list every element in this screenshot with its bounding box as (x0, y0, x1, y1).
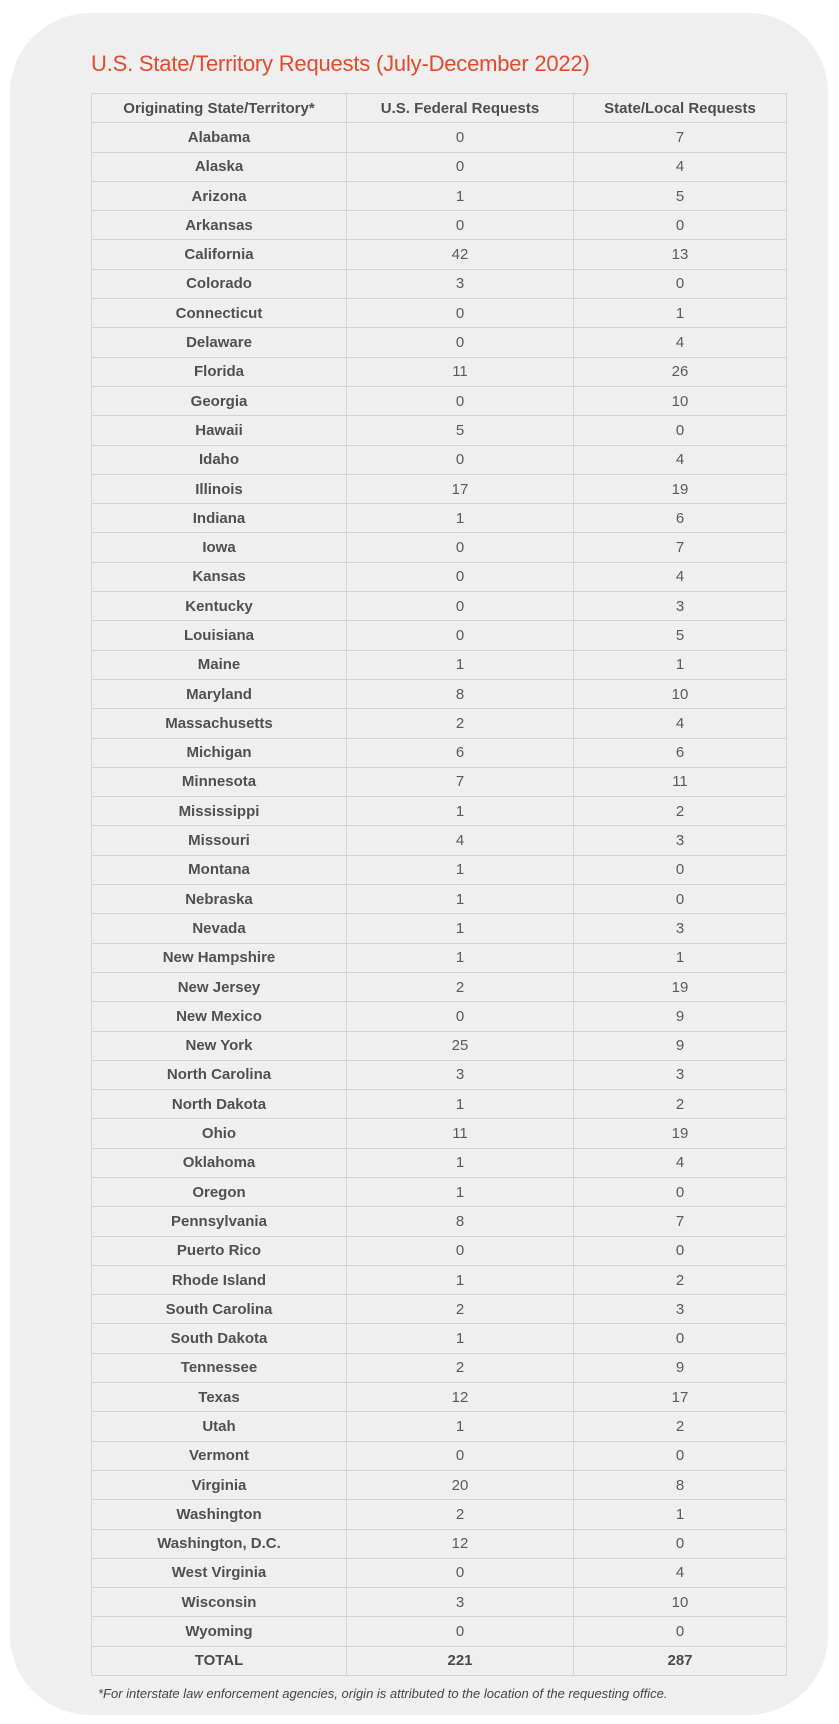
local-requests-cell: 2 (574, 797, 787, 826)
table-row (92, 738, 787, 767)
state-cell: Georgia (92, 386, 347, 415)
local-requests-cell: 9 (574, 1002, 787, 1031)
table-row (92, 1060, 787, 1089)
local-requests-cell: 0 (574, 1617, 787, 1646)
federal-requests-cell: 2 (347, 1500, 574, 1529)
federal-requests-cell: 1 (347, 650, 574, 679)
federal-requests-cell: 12 (347, 1383, 574, 1412)
federal-requests-cell: 20 (347, 1470, 574, 1499)
federal-requests-cell: 1 (347, 943, 574, 972)
page-title: U.S. State/Territory Requests (July-December 2022) (91, 51, 590, 76)
federal-requests-cell: 0 (347, 1558, 574, 1587)
federal-requests-cell: 0 (347, 123, 574, 152)
federal-requests-cell: 1 (347, 1148, 574, 1177)
state-cell: Minnesota (92, 767, 347, 796)
table-row (92, 1002, 787, 1031)
local-requests-cell: 3 (574, 826, 787, 855)
state-cell: Maine (92, 650, 347, 679)
local-requests-cell: 0 (574, 416, 787, 445)
federal-requests-cell: 42 (347, 240, 574, 269)
federal-requests-cell: 0 (347, 621, 574, 650)
table-row (92, 797, 787, 826)
local-requests-cell: 0 (574, 269, 787, 298)
local-requests-cell: 10 (574, 1588, 787, 1617)
state-cell: South Dakota (92, 1324, 347, 1353)
federal-requests-cell: 4 (347, 826, 574, 855)
table-row (92, 211, 787, 240)
local-requests-cell: 4 (574, 562, 787, 591)
table-row (92, 943, 787, 972)
table-row (92, 533, 787, 562)
table-row (92, 181, 787, 210)
federal-requests-cell: 8 (347, 679, 574, 708)
state-cell: Idaho (92, 445, 347, 474)
table-row (92, 679, 787, 708)
table-row (92, 1090, 787, 1119)
table-row (92, 1207, 787, 1236)
table-body (92, 123, 787, 1646)
federal-requests-cell: 3 (347, 1060, 574, 1089)
local-requests-cell: 0 (574, 1324, 787, 1353)
federal-requests-cell: 6 (347, 738, 574, 767)
local-requests-cell: 6 (574, 504, 787, 533)
table-row (92, 1236, 787, 1265)
federal-requests-cell: 0 (347, 1002, 574, 1031)
total-federal: 221 (347, 1646, 574, 1675)
local-requests-cell: 4 (574, 709, 787, 738)
federal-requests-cell: 1 (347, 855, 574, 884)
federal-requests-cell: 0 (347, 445, 574, 474)
federal-requests-cell: 1 (347, 1090, 574, 1119)
state-cell: Vermont (92, 1441, 347, 1470)
federal-requests-cell: 0 (347, 152, 574, 181)
table-row (92, 767, 787, 796)
table-row (92, 1383, 787, 1412)
federal-requests-cell: 11 (347, 357, 574, 386)
local-requests-cell: 2 (574, 1412, 787, 1441)
state-cell: Kansas (92, 562, 347, 591)
table-row (92, 914, 787, 943)
federal-requests-cell: 1 (347, 504, 574, 533)
table-row (92, 386, 787, 415)
table-row (92, 1295, 787, 1324)
federal-requests-cell: 12 (347, 1529, 574, 1558)
table-row (92, 299, 787, 328)
state-cell: Pennsylvania (92, 1207, 347, 1236)
table-row (92, 650, 787, 679)
state-cell: Connecticut (92, 299, 347, 328)
local-requests-cell: 1 (574, 650, 787, 679)
table-row (92, 826, 787, 855)
state-cell: Montana (92, 855, 347, 884)
table-row (92, 1031, 787, 1060)
federal-requests-cell: 0 (347, 533, 574, 562)
state-cell: Washington, D.C. (92, 1529, 347, 1558)
local-requests-cell: 5 (574, 621, 787, 650)
federal-requests-cell: 3 (347, 1588, 574, 1617)
local-requests-cell: 7 (574, 533, 787, 562)
state-cell: Washington (92, 1500, 347, 1529)
table-row (92, 152, 787, 181)
table-row (92, 1324, 787, 1353)
table-header-row (92, 94, 787, 123)
local-requests-cell: 5 (574, 181, 787, 210)
federal-requests-cell: 8 (347, 1207, 574, 1236)
federal-requests-cell: 1 (347, 797, 574, 826)
column-header-local: State/Local Requests (574, 94, 787, 123)
state-cell: Kentucky (92, 592, 347, 621)
total-label: TOTAL (92, 1646, 347, 1675)
state-cell: Michigan (92, 738, 347, 767)
state-cell: Puerto Rico (92, 1236, 347, 1265)
local-requests-cell: 19 (574, 1119, 787, 1148)
state-cell: Tennessee (92, 1353, 347, 1382)
state-cell: Massachusetts (92, 709, 347, 738)
federal-requests-cell: 2 (347, 1295, 574, 1324)
table-row (92, 709, 787, 738)
state-cell: Virginia (92, 1470, 347, 1499)
state-cell: West Virginia (92, 1558, 347, 1587)
federal-requests-cell: 0 (347, 1236, 574, 1265)
table-row (92, 474, 787, 503)
local-requests-cell: 3 (574, 1295, 787, 1324)
state-cell: Illinois (92, 474, 347, 503)
table-row (92, 1148, 787, 1177)
local-requests-cell: 19 (574, 972, 787, 1001)
table-row (92, 328, 787, 357)
federal-requests-cell: 0 (347, 386, 574, 415)
table-row (92, 123, 787, 152)
table-row (92, 1617, 787, 1646)
state-cell: North Dakota (92, 1090, 347, 1119)
local-requests-cell: 13 (574, 240, 787, 269)
federal-requests-cell: 1 (347, 1412, 574, 1441)
federal-requests-cell: 1 (347, 885, 574, 914)
state-cell: Alabama (92, 123, 347, 152)
state-cell: Nevada (92, 914, 347, 943)
state-cell: Colorado (92, 269, 347, 298)
federal-requests-cell: 0 (347, 299, 574, 328)
state-cell: New Mexico (92, 1002, 347, 1031)
local-requests-cell: 7 (574, 1207, 787, 1236)
federal-requests-cell: 1 (347, 181, 574, 210)
federal-requests-cell: 17 (347, 474, 574, 503)
state-cell: Wisconsin (92, 1588, 347, 1617)
report-card (10, 13, 828, 1715)
state-cell: Indiana (92, 504, 347, 533)
federal-requests-cell: 5 (347, 416, 574, 445)
column-header-state: Originating State/Territory* (92, 94, 347, 123)
federal-requests-cell: 1 (347, 914, 574, 943)
table-row (92, 1177, 787, 1206)
state-cell: Texas (92, 1383, 347, 1412)
local-requests-cell: 11 (574, 767, 787, 796)
footnote: *For interstate law enforcement agencies, origin is attributed to the location of the requesting office. (98, 1686, 668, 1701)
local-requests-cell: 19 (574, 474, 787, 503)
state-cell: Hawaii (92, 416, 347, 445)
table-row (92, 416, 787, 445)
federal-requests-cell: 1 (347, 1177, 574, 1206)
local-requests-cell: 0 (574, 885, 787, 914)
table-row (92, 972, 787, 1001)
federal-requests-cell: 11 (347, 1119, 574, 1148)
local-requests-cell: 9 (574, 1353, 787, 1382)
state-cell: Florida (92, 357, 347, 386)
federal-requests-cell: 0 (347, 592, 574, 621)
table-row (92, 504, 787, 533)
local-requests-cell: 0 (574, 1177, 787, 1206)
state-cell: Iowa (92, 533, 347, 562)
local-requests-cell: 0 (574, 1529, 787, 1558)
local-requests-cell: 1 (574, 299, 787, 328)
table-row (92, 1588, 787, 1617)
local-requests-cell: 4 (574, 445, 787, 474)
local-requests-cell: 10 (574, 679, 787, 708)
federal-requests-cell: 0 (347, 328, 574, 357)
state-cell: Wyoming (92, 1617, 347, 1646)
state-cell: Louisiana (92, 621, 347, 650)
table-row (92, 1500, 787, 1529)
state-cell: Alaska (92, 152, 347, 181)
federal-requests-cell: 3 (347, 269, 574, 298)
local-requests-cell: 2 (574, 1265, 787, 1294)
total-local: 287 (574, 1646, 787, 1675)
state-cell: Ohio (92, 1119, 347, 1148)
local-requests-cell: 6 (574, 738, 787, 767)
state-cell: New Hampshire (92, 943, 347, 972)
local-requests-cell: 4 (574, 152, 787, 181)
federal-requests-cell: 25 (347, 1031, 574, 1060)
state-cell: Missouri (92, 826, 347, 855)
local-requests-cell: 10 (574, 386, 787, 415)
column-header-federal: U.S. Federal Requests (347, 94, 574, 123)
state-cell: Arkansas (92, 211, 347, 240)
state-cell: Rhode Island (92, 1265, 347, 1294)
local-requests-cell: 1 (574, 1500, 787, 1529)
state-cell: Oklahoma (92, 1148, 347, 1177)
table-row (92, 1119, 787, 1148)
total-row (92, 1646, 787, 1675)
local-requests-cell: 17 (574, 1383, 787, 1412)
federal-requests-cell: 2 (347, 972, 574, 1001)
local-requests-cell: 3 (574, 1060, 787, 1089)
local-requests-cell: 4 (574, 1558, 787, 1587)
federal-requests-cell: 0 (347, 562, 574, 591)
table-row (92, 562, 787, 591)
federal-requests-cell: 0 (347, 1441, 574, 1470)
local-requests-cell: 26 (574, 357, 787, 386)
state-cell: California (92, 240, 347, 269)
state-cell: Utah (92, 1412, 347, 1441)
local-requests-cell: 3 (574, 592, 787, 621)
table-row (92, 855, 787, 884)
local-requests-cell: 2 (574, 1090, 787, 1119)
table-row (92, 1441, 787, 1470)
state-cell: Arizona (92, 181, 347, 210)
state-cell: Nebraska (92, 885, 347, 914)
table-row (92, 621, 787, 650)
federal-requests-cell: 7 (347, 767, 574, 796)
local-requests-cell: 3 (574, 914, 787, 943)
state-cell: Mississippi (92, 797, 347, 826)
state-cell: Delaware (92, 328, 347, 357)
table-row (92, 1412, 787, 1441)
federal-requests-cell: 2 (347, 1353, 574, 1382)
state-cell: North Carolina (92, 1060, 347, 1089)
local-requests-cell: 9 (574, 1031, 787, 1060)
federal-requests-cell: 2 (347, 709, 574, 738)
table-row (92, 1558, 787, 1587)
state-cell: Oregon (92, 1177, 347, 1206)
local-requests-cell: 0 (574, 855, 787, 884)
local-requests-cell: 1 (574, 943, 787, 972)
state-cell: New York (92, 1031, 347, 1060)
table-row (92, 885, 787, 914)
local-requests-cell: 4 (574, 1148, 787, 1177)
local-requests-cell: 0 (574, 211, 787, 240)
requests-table (91, 93, 787, 1676)
state-cell: Maryland (92, 679, 347, 708)
federal-requests-cell: 0 (347, 211, 574, 240)
local-requests-cell: 0 (574, 1441, 787, 1470)
state-cell: South Carolina (92, 1295, 347, 1324)
local-requests-cell: 0 (574, 1236, 787, 1265)
table-row (92, 445, 787, 474)
local-requests-cell: 8 (574, 1470, 787, 1499)
table-row (92, 1470, 787, 1499)
federal-requests-cell: 1 (347, 1265, 574, 1294)
federal-requests-cell: 1 (347, 1324, 574, 1353)
federal-requests-cell: 0 (347, 1617, 574, 1646)
table-row (92, 592, 787, 621)
local-requests-cell: 7 (574, 123, 787, 152)
local-requests-cell: 4 (574, 328, 787, 357)
table-row (92, 1265, 787, 1294)
table-row (92, 1353, 787, 1382)
table-row (92, 269, 787, 298)
table-row (92, 357, 787, 386)
state-cell: New Jersey (92, 972, 347, 1001)
table-row (92, 240, 787, 269)
table-row (92, 1529, 787, 1558)
